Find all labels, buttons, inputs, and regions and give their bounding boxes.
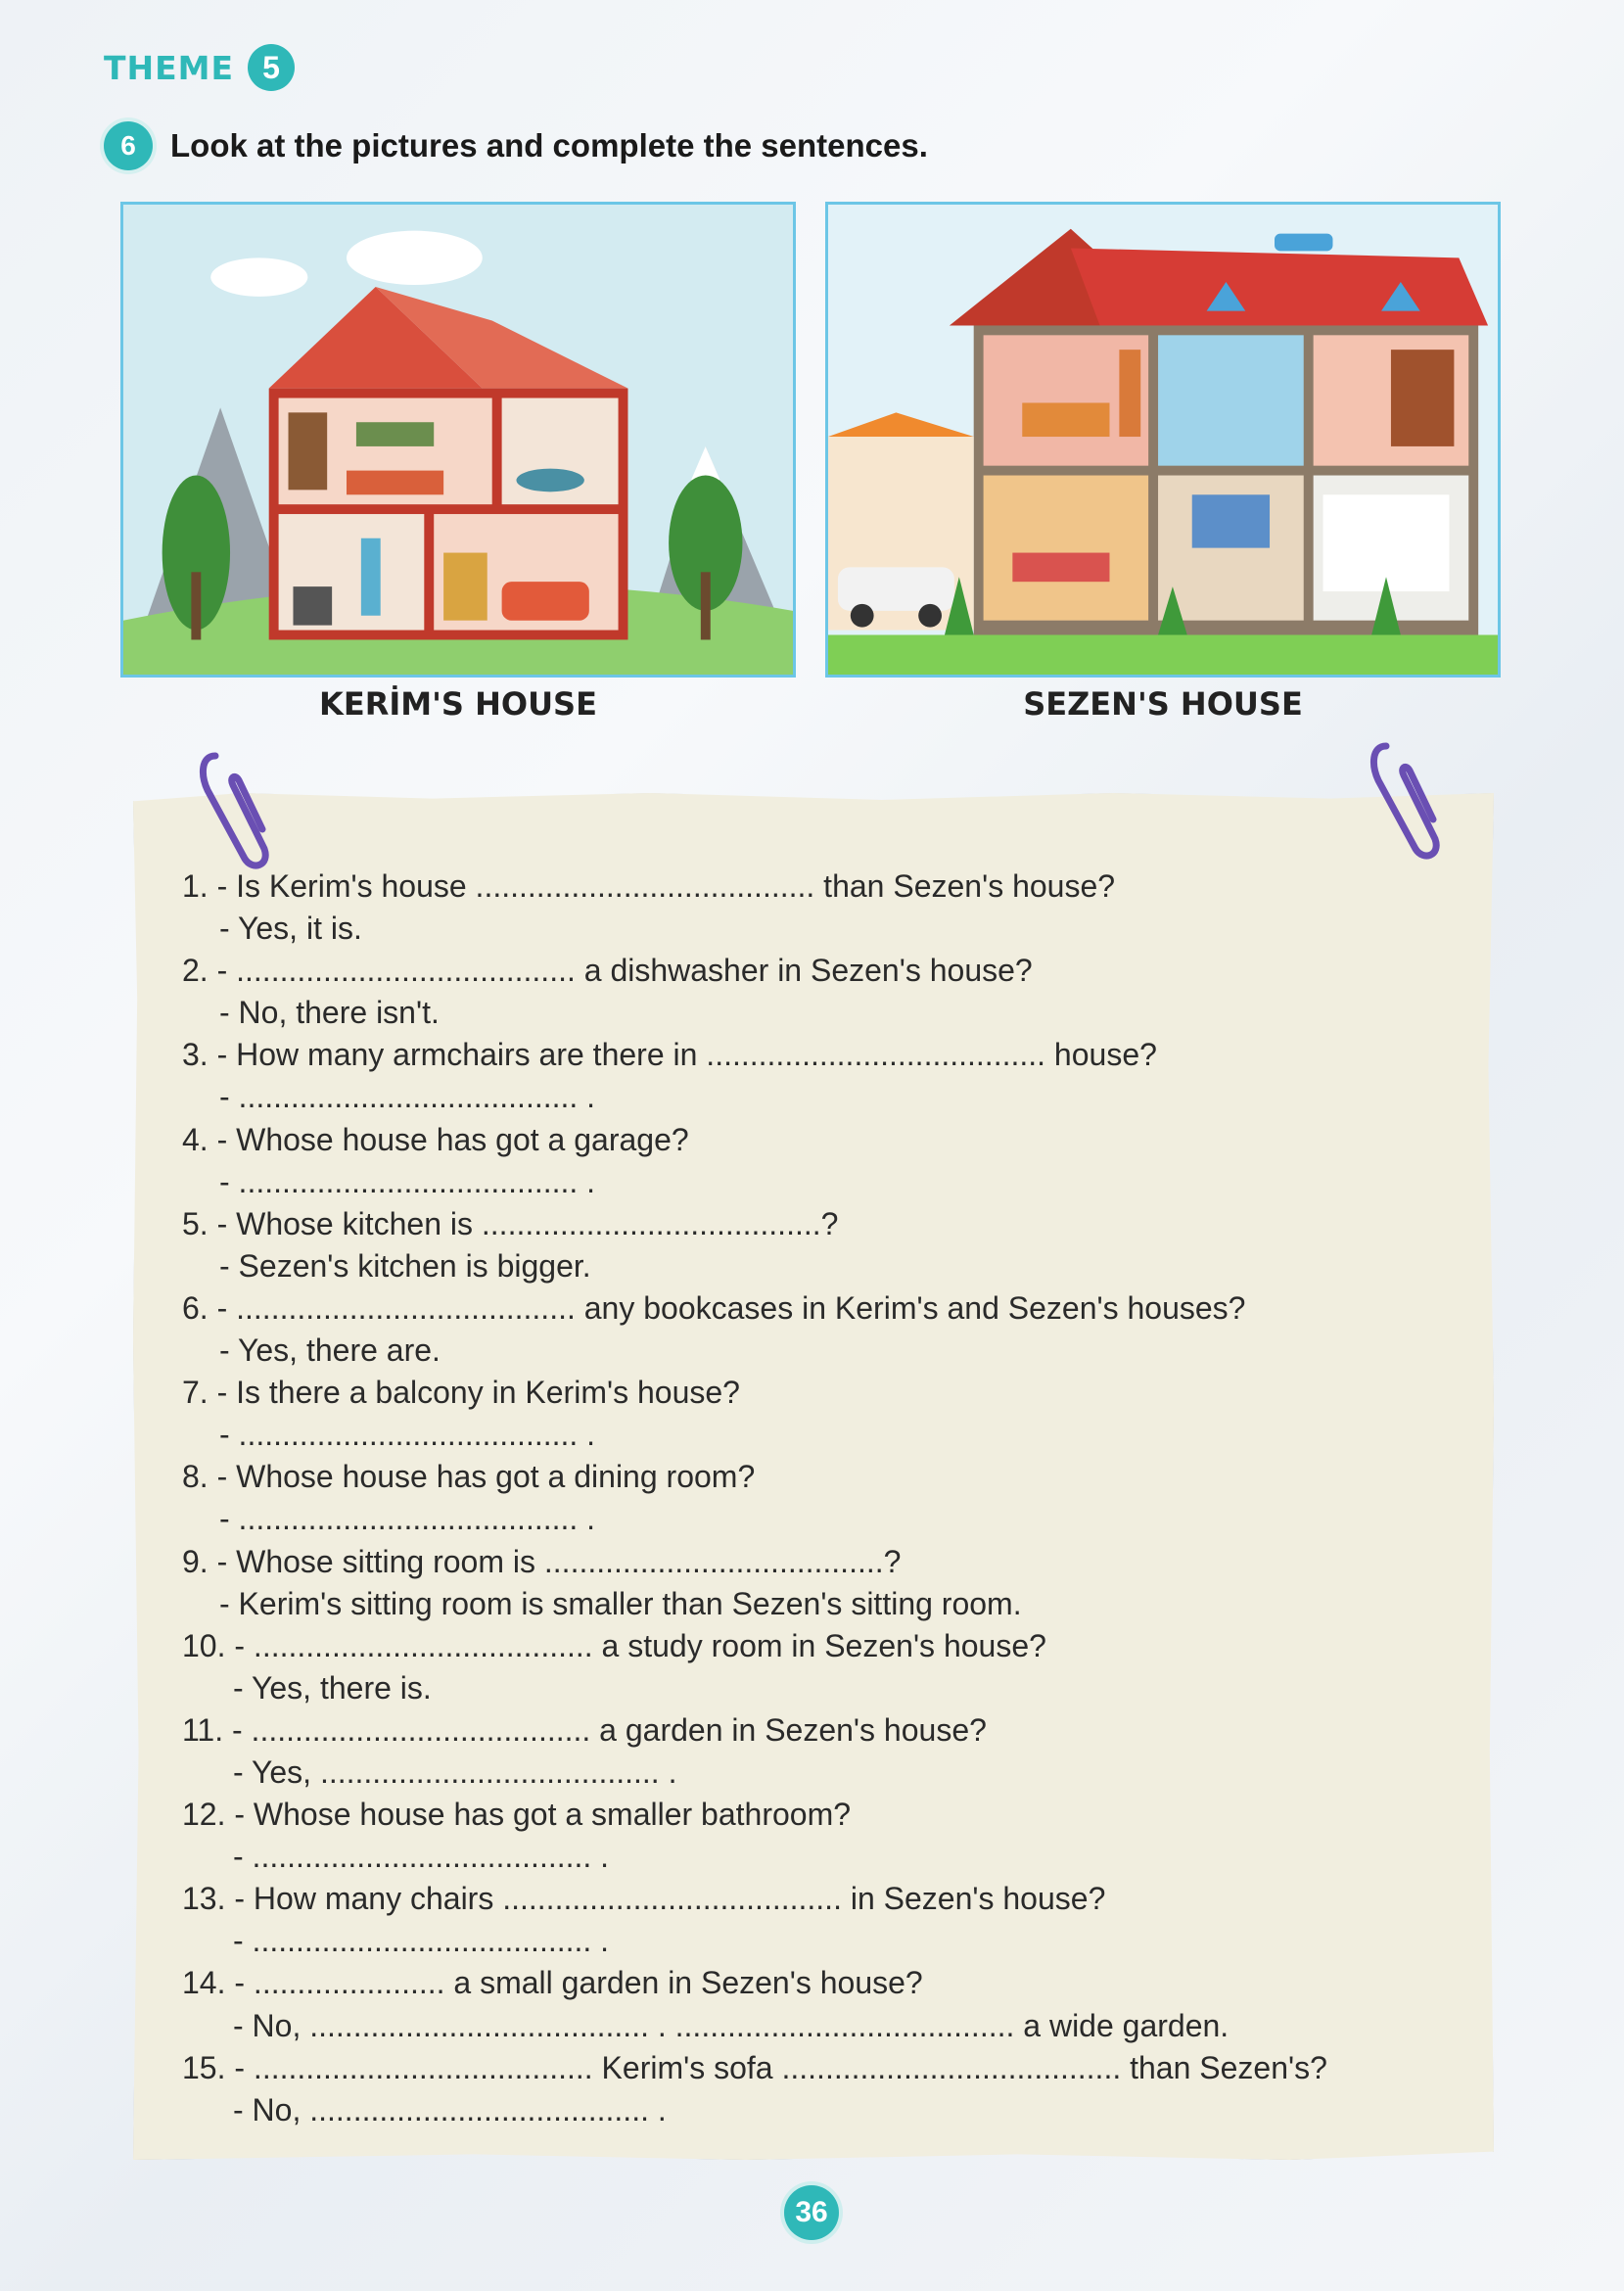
paper-clip-icon: [196, 746, 274, 873]
question-14: 14. - ...................... a small garden in Sezen's house?: [182, 1965, 923, 2001]
question-9: 9. - Whose sitting room is .......................................?: [182, 1543, 902, 1579]
question-8: 8. - Whose house has got a dining room?: [182, 1459, 756, 1495]
kerim-house-caption: KERİM'S HOUSE: [319, 685, 597, 723]
question-12: 12. - Whose house has got a smaller bathroom?: [182, 1797, 852, 1833]
paper-clip-icon: [1367, 736, 1445, 864]
page-number-badge: 36: [784, 2185, 839, 2240]
answer-6: - Yes, there are.: [219, 1333, 441, 1369]
answer-10: - Yes, there is.: [233, 1669, 432, 1706]
theme-label: THEME: [104, 48, 235, 87]
theme-number-badge: 5: [248, 44, 295, 91]
answer-2: - No, there isn't.: [219, 995, 440, 1031]
question-3: 3. - How many armchairs are there in ....................................... house?: [182, 1037, 1157, 1073]
sezen-house-illustration: [825, 202, 1501, 678]
question-list: [182, 865, 1484, 2131]
question-13: 13. - How many chairs ....................................... in Sezen's house?: [182, 1881, 1106, 1917]
answer-13: - ....................................... .: [233, 1923, 610, 1959]
question-5: 5. - Whose kitchen is .......................................?: [182, 1205, 839, 1241]
question-10: 10. - ....................................... a study room in Sezen's house?: [182, 1627, 1046, 1663]
answer-3: - ....................................... .: [219, 1079, 596, 1115]
question-4: 4. - Whose house has got a garage?: [182, 1121, 689, 1157]
question-15: 15. - ....................................... Kerim's sofa ....................................... than Sezen's?: [182, 2049, 1327, 2085]
answer-14: - No, ....................................... . ....................................... a wide garden.: [233, 2007, 1230, 2043]
kerim-house-drawing: [123, 205, 793, 675]
exercise-heading: [104, 121, 928, 170]
question-6: 6. - ....................................... any bookcases in Kerim's and Sezen's houses?: [182, 1289, 1246, 1326]
question-11: 11. - ....................................... a garden in Sezen's house?: [182, 1711, 987, 1748]
exercise-instruction: Look at the pictures and complete the sentences.: [170, 127, 928, 164]
answer-1: - Yes, it is.: [219, 911, 362, 947]
theme-heading: [104, 43, 295, 92]
answer-15: - No, ....................................... .: [233, 2091, 667, 2127]
answer-11: - Yes, ....................................... .: [233, 1753, 677, 1790]
kerim-house-illustration: [120, 202, 796, 678]
question-1: 1. - Is Kerim's house ....................................... than Sezen's house?: [182, 868, 1116, 904]
answer-9: - Kerim's sitting room is smaller than Sezen's sitting room.: [219, 1585, 1022, 1621]
exercise-number-badge: 6: [104, 121, 153, 170]
answer-4: - ....................................... .: [219, 1163, 596, 1199]
sezen-house-caption: SEZEN'S HOUSE: [1023, 685, 1303, 723]
answer-7: - ....................................... .: [219, 1417, 596, 1453]
sezen-house-drawing: [828, 205, 1498, 675]
question-7: 7. - Is there a balcony in Kerim's house?: [182, 1375, 740, 1411]
answer-12: - ....................................... .: [233, 1839, 610, 1875]
question-2: 2. - ....................................... a dishwasher in Sezen's house?: [182, 953, 1033, 989]
answer-5: - Sezen's kitchen is bigger.: [219, 1247, 591, 1284]
answer-8: - ....................................... .: [219, 1501, 596, 1537]
